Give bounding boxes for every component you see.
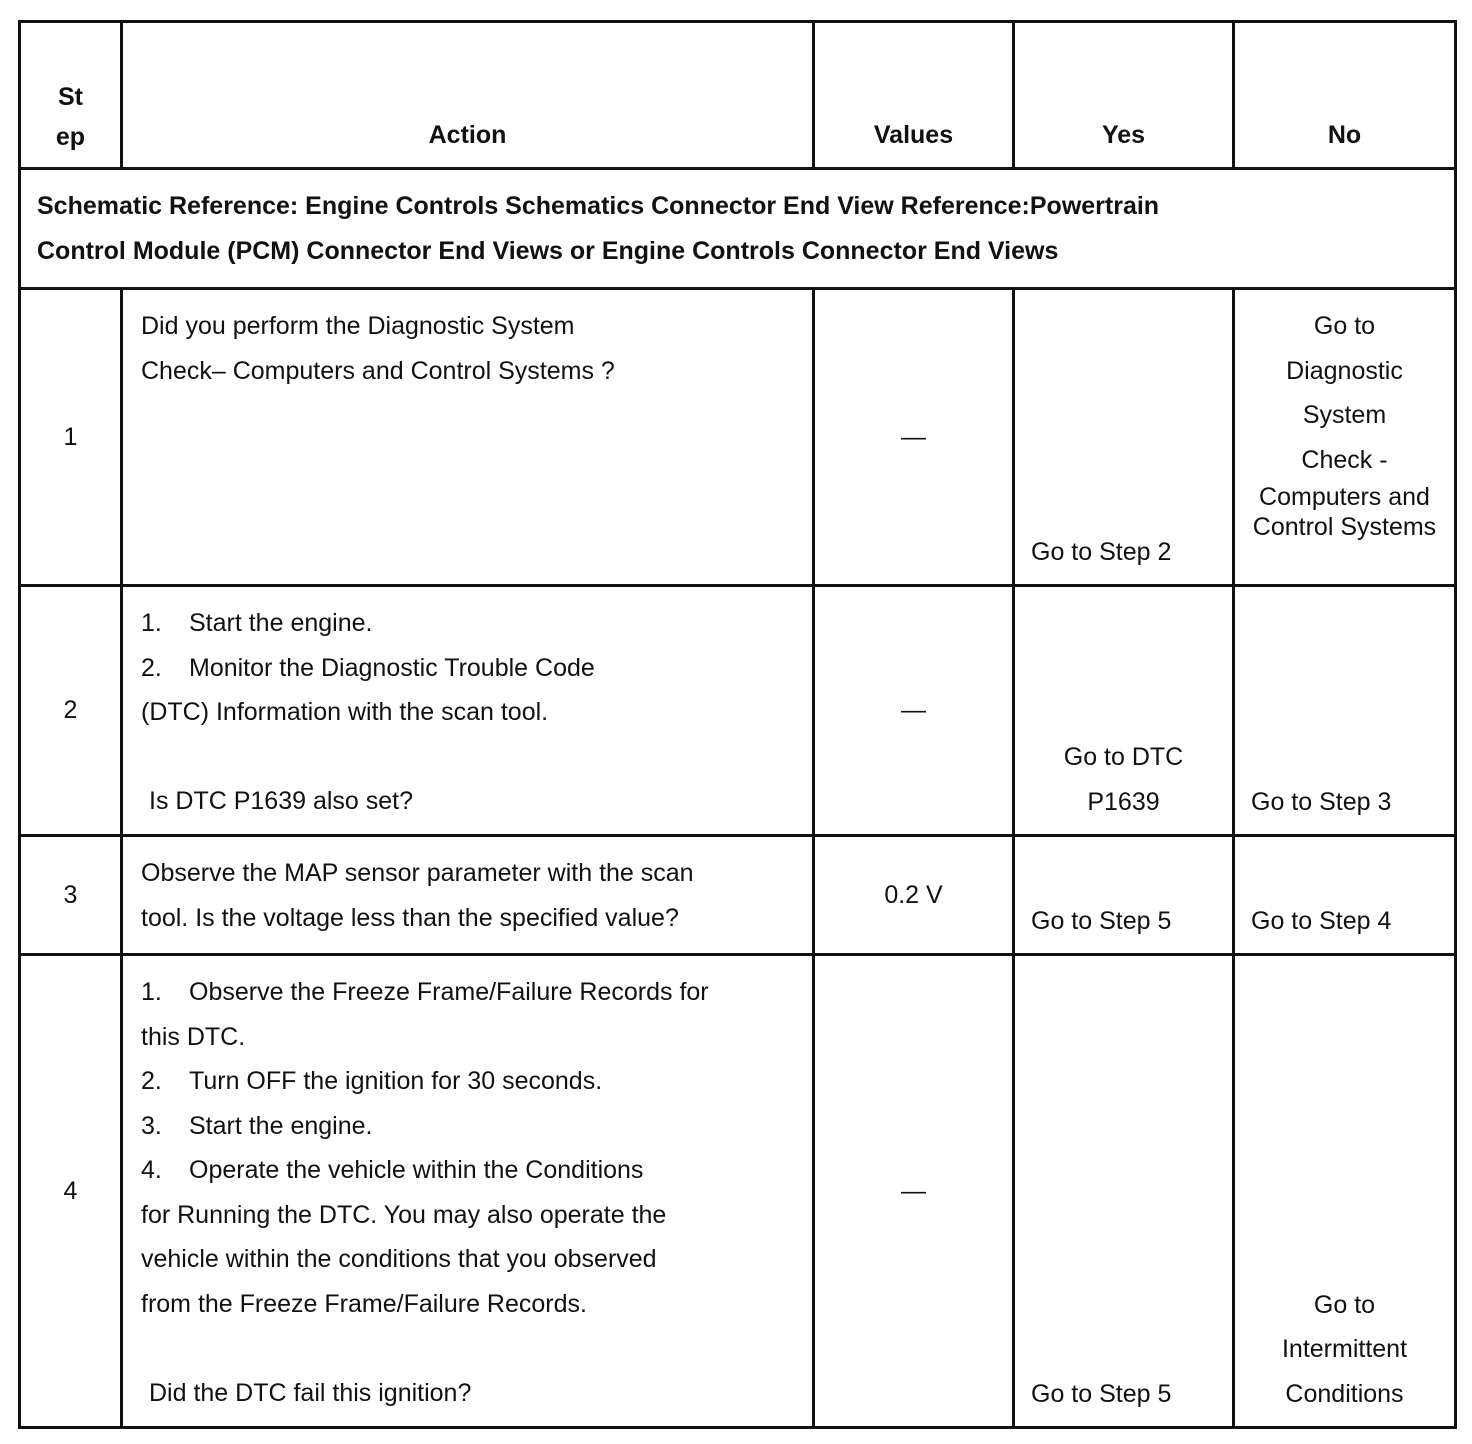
table-row	[20, 955, 1456, 1428]
yes-cell: Go to DTC P1639	[1014, 586, 1234, 836]
no-cell: Go to Step 4	[1234, 836, 1456, 955]
action-cell: 1. Observe the Freeze Frame/Failure Records for this DTC. 2. Turn OFF the ignition for 30 seconds. 3. Start the engine. 4. Operate the vehicle within the Conditions for Running the DTC. You may also operate the vehicle within the conditions that you observed from the Freeze Frame/Failure Records. Did the DTC fail this ignition?	[122, 955, 814, 1428]
action-cell: Did you perform the Diagnostic System Check– Computers and Control Systems ?	[122, 289, 814, 586]
no-cell: Go to Step 3	[1234, 586, 1456, 836]
schematic-reference: Schematic Reference: Engine Controls Schematics Connector End View Reference:Powertrain Control Module (PCM) Connector End Views or Engine Controls Connector End Views	[20, 169, 1456, 289]
header-no: No	[1234, 22, 1456, 169]
table-row	[20, 586, 1456, 836]
reference-row	[20, 169, 1456, 289]
no-cell: Go to Diagnostic System Check - Computers and Control Systems	[1234, 289, 1456, 586]
header-values: Values	[814, 22, 1014, 169]
no-cell: Go to Intermittent Conditions	[1234, 955, 1456, 1428]
header-action: Action	[122, 22, 814, 169]
yes-cell: Go to Step 2	[1014, 289, 1234, 586]
diagnostic-table	[18, 20, 1457, 1429]
step-number: 4	[20, 955, 122, 1428]
value-cell: —	[814, 289, 1014, 586]
header-yes: Yes	[1014, 22, 1234, 169]
yes-cell: Go to Step 5	[1014, 955, 1234, 1428]
yes-cell: Go to Step 5	[1014, 836, 1234, 955]
step-number: 3	[20, 836, 122, 955]
header-row	[20, 22, 1456, 169]
value-cell: —	[814, 955, 1014, 1428]
table-row	[20, 836, 1456, 955]
table-row	[20, 289, 1456, 586]
step-number: 2	[20, 586, 122, 836]
action-cell: Observe the MAP sensor parameter with the scan tool. Is the voltage less than the specified value?	[122, 836, 814, 955]
action-cell: 1. Start the engine. 2. Monitor the Diagnostic Trouble Code (DTC) Information with the scan tool. Is DTC P1639 also set?	[122, 586, 814, 836]
value-cell: 0.2 V	[814, 836, 1014, 955]
header-step: St ep	[20, 22, 122, 169]
step-number: 1	[20, 289, 122, 586]
value-cell: —	[814, 586, 1014, 836]
